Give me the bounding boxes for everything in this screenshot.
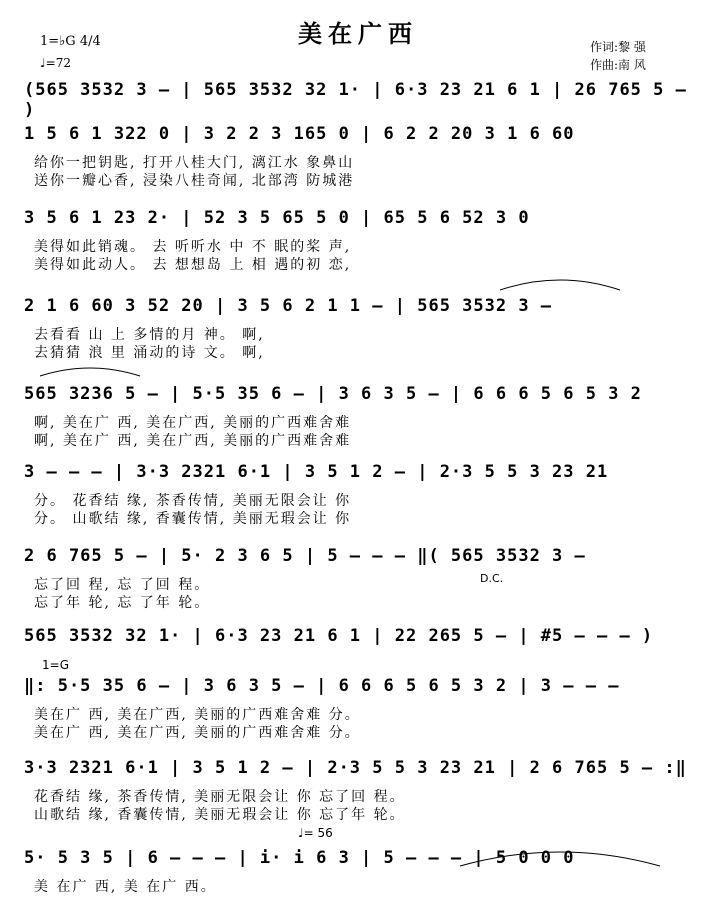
notes-line: 5· 5 3 5 | 6 – – – | i· i 6 3 | 5 – – – | 5 0 0 0 bbox=[24, 848, 575, 868]
lyrics-verse-2: 美在广 西, 美在广西, 美丽的广西难舍难 分。 bbox=[34, 725, 361, 741]
composer: 作曲:南 风 bbox=[590, 58, 646, 72]
lyrics-ending: 美 在广 西, 美 在广 西。 bbox=[34, 879, 217, 895]
notes-line: 3 5 6 1 23 2· | 52 3 5 65 5 0 | 65 5 6 52 3 0 bbox=[24, 208, 530, 228]
tempo-change: ♩= 56 bbox=[298, 826, 333, 840]
lyrics-verse-1: 给你一把钥匙, 打开八桂大门, 漓江水 象鼻山 bbox=[34, 155, 355, 171]
lyrics-verse-1: 花香结 缘, 茶香传情, 美丽无限会让 你 忘了回 程。 bbox=[34, 789, 406, 805]
lyrics-verse-1: 啊, 美在广 西, 美在广西, 美丽的广西难舍难 bbox=[34, 415, 352, 431]
lyrics-verse-2: 分。 山歌结 缘, 香囊传情, 美丽无瑕会让 你 bbox=[34, 511, 352, 527]
lyrics-verse-1: 去看看 山 上 多情的月 神。 啊, bbox=[34, 327, 265, 343]
lyrics-verse-2: 啊, 美在广 西, 美在广西, 美丽的广西难舍难 bbox=[34, 433, 352, 449]
lyrics-verse-2: 美得如此动人。 去 想想岛 上 相 遇的初 恋, bbox=[34, 257, 352, 273]
lyrics-verse-2: 送你一瓣心香, 浸染八桂奇闻, 北部湾 防城港 bbox=[34, 173, 355, 189]
dc-marking: D.C. bbox=[480, 572, 504, 585]
notes-line: 2 1 6 60 3 52 20 | 3 5 6 2 1 1 – | 565 3532 3 – bbox=[24, 296, 553, 316]
song-title: 美在广西 bbox=[298, 19, 418, 48]
key-change: 1=G bbox=[42, 658, 69, 672]
lyrics-verse-1: 美在广 西, 美在广西, 美丽的广西难舍难 分。 bbox=[34, 707, 361, 723]
notes-line: 1 5 6 1 322 0 | 3 2 2 3 165 0 | 6 2 2 20 3 1 6 60 bbox=[24, 124, 575, 144]
lyrics-verse-1: 分。 花香结 缘, 茶香传情, 美丽无限会让 你 bbox=[34, 493, 352, 509]
notes-line: 565 3236 5 – | 5·5 35 6 – | 3 6 3 5 – | 6 6 6 5 6 5 3 2 bbox=[24, 384, 642, 404]
notes-line: 3 – – – | 3·3 2321 6·1 | 3 5 1 2 – | 2·3 5 5 3 23 21 bbox=[24, 462, 609, 482]
lyrics-verse-1: 美得如此销魂。 去 听听水 中 不 眠的桨 声, bbox=[34, 239, 352, 255]
notes-line: 3·3 2321 6·1 | 3 5 1 2 – | 2·3 5 5 3 23 21 | 2 6 765 5 – :‖ bbox=[24, 758, 687, 778]
notes-line: ‖: 5·5 35 6 – | 3 6 3 5 – | 6 6 6 5 6 5 3 2 | 3 – – – bbox=[24, 676, 620, 696]
lyrics-verse-2: 去猜猜 浪 里 涌动的诗 文。 啊, bbox=[34, 345, 265, 361]
notes-line: (565 3532 3 – | 565 3532 32 1· | 6·3 23 21 6 1 | 26 765 5 – ) bbox=[24, 80, 687, 120]
notes-line: 2 6 765 5 – | 5· 2 3 6 5 | 5 – – – ‖( 565 3532 3 – bbox=[24, 546, 586, 566]
lyrics-verse-2: 忘了年 轮, 忘 了年 轮。 bbox=[34, 595, 211, 611]
key-signature: 1=♭G 4/4 bbox=[40, 34, 101, 49]
notes-line: 565 3532 32 1· | 6·3 23 21 6 1 | 22 265 5 – | #5 – – – ) bbox=[24, 626, 654, 646]
lyrics-verse-1: 忘了回 程, 忘 了回 程。 bbox=[34, 577, 211, 593]
lyrics-verse-2: 山歌结 缘, 香囊传情, 美丽无瑕会让 你 忘了年 轮。 bbox=[34, 807, 406, 823]
lyricist: 作词:黎 强 bbox=[590, 40, 646, 54]
tempo-marking: ♩=72 bbox=[40, 56, 71, 70]
